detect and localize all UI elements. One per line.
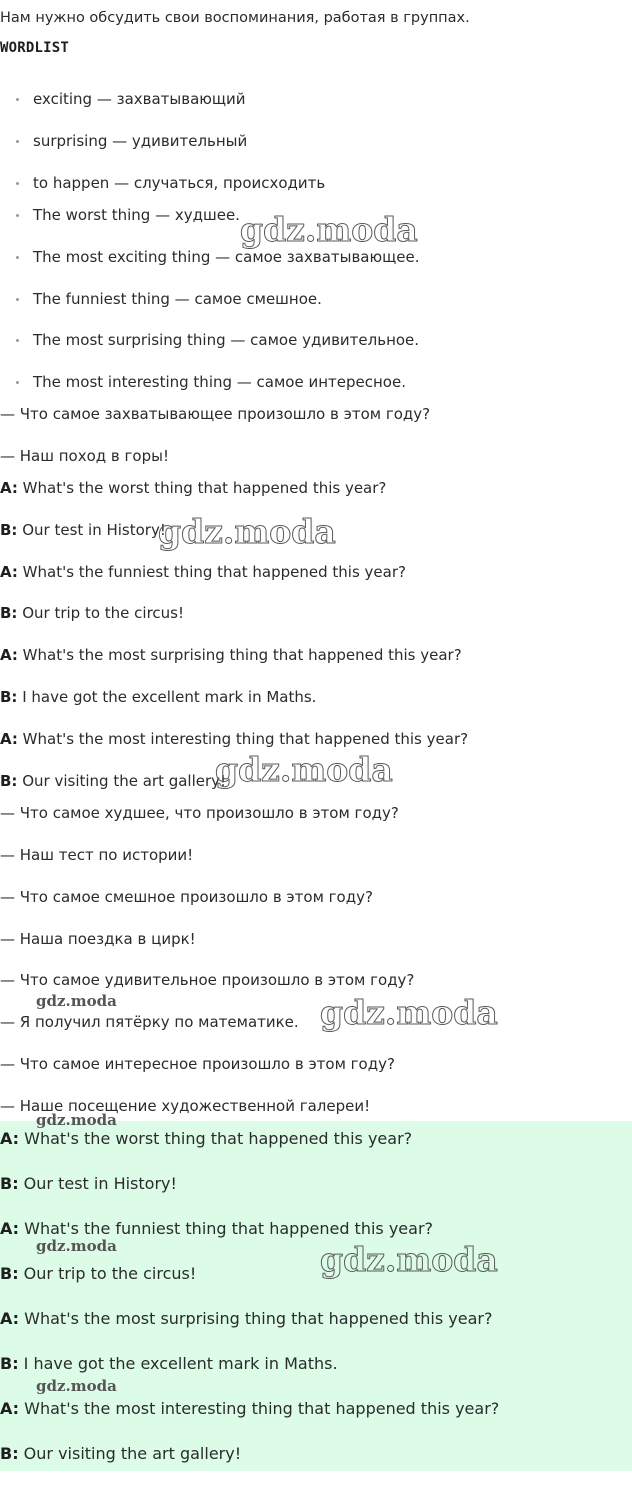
answer-box <box>0 1121 632 1471</box>
speaker-label: B: <box>0 688 18 706</box>
watermark-logo: gdz.moda <box>36 1237 117 1255</box>
translation-line: — Что самое худшее, что произошло в этом году? <box>0 804 399 822</box>
watermark-logo: gdz.moda <box>36 992 117 1010</box>
watermark-logo: gdz.moda <box>240 210 418 249</box>
dialogue-line <box>0 729 468 749</box>
speaker-label: B: <box>0 1444 19 1463</box>
answer-line <box>0 1399 499 1419</box>
dialogue-text: What's the worst thing that happened this year? <box>17 479 387 497</box>
bullet-icon <box>16 339 19 342</box>
watermark-logo: gdz.moda <box>320 993 498 1032</box>
speaker-label: A: <box>0 730 18 748</box>
watermark-logo: gdz.moda <box>36 1111 117 1129</box>
speaker-label: B: <box>0 1354 19 1373</box>
answer-text: Our trip to the circus! <box>18 1264 197 1283</box>
dialogue-text: I have got the excellent mark in Maths. <box>17 688 317 706</box>
answer-text: Our test in History! <box>18 1174 177 1193</box>
answer-text: What's the most surprising thing that happened this year? <box>19 1309 493 1328</box>
speaker-label: B: <box>0 1174 19 1193</box>
answer-line <box>0 1174 177 1194</box>
bullet-icon <box>16 182 19 185</box>
dialogue-line <box>0 603 184 623</box>
translation-line: — Что самое смешное произошло в этом году? <box>0 888 373 906</box>
dialogue-line <box>0 771 226 791</box>
speaker-label: B: <box>0 1264 19 1283</box>
speaker-label: A: <box>0 479 18 497</box>
dialogue-line <box>0 687 316 707</box>
speaker-label: B: <box>0 772 18 790</box>
translation-line: — Наш тест по истории! <box>0 846 194 864</box>
bullet-icon <box>16 98 19 101</box>
speaker-label: A: <box>0 1309 20 1328</box>
answer-line <box>0 1444 241 1464</box>
answer-line <box>0 1309 492 1329</box>
dialogue-text: Our visiting the art gallery! <box>17 772 227 790</box>
watermark-logo: gdz.moda <box>36 1377 117 1395</box>
answer-text: I have got the excellent mark in Maths. <box>18 1354 338 1373</box>
speaker-label: A: <box>0 646 18 664</box>
answer-line <box>0 1264 196 1284</box>
speaker-label: B: <box>0 604 18 622</box>
bullet-icon <box>16 298 19 301</box>
answer-line <box>0 1129 412 1149</box>
answer-text: Our visiting the art gallery! <box>18 1444 242 1463</box>
answer-text: What's the funniest thing that happened this year? <box>19 1219 434 1238</box>
dialogue-text: What's the most surprising thing that happened this year? <box>17 646 462 664</box>
translation-line: — Что самое удивительное произошло в этом году? <box>0 971 415 989</box>
translation-line: — Что самое интересное произошло в этом году? <box>0 1055 395 1073</box>
intro-text: Нам нужно обсудить свои воспоминания, работая в группах. <box>0 10 470 26</box>
bullet-icon <box>16 381 19 384</box>
speaker-label: A: <box>0 1219 20 1238</box>
answer-line <box>0 1354 338 1374</box>
example-answer: — Наш поход в горы! <box>0 447 169 465</box>
translation-line: — Наше посещение художественной галереи! <box>0 1097 371 1115</box>
dialogue-text: What's the most interesting thing that happened this year? <box>17 730 469 748</box>
dialogue-line <box>0 562 406 582</box>
dialogue-text: Our test in History! <box>17 521 166 539</box>
bullet-icon <box>16 140 19 143</box>
bullet-icon <box>16 256 19 259</box>
speaker-label: A: <box>0 563 18 581</box>
example-question: — Что самое захватывающее произошло в этом году? <box>0 405 431 423</box>
dialogue-line <box>0 478 386 498</box>
answer-text: What's the most interesting thing that happened this year? <box>19 1399 500 1418</box>
speaker-label: A: <box>0 1399 20 1418</box>
translation-line: — Я получил пятёрку по математике. <box>0 1013 299 1031</box>
watermark-logo: gdz.moda <box>158 512 336 551</box>
translation-line: — Наша поездка в цирк! <box>0 930 196 948</box>
watermark-logo: gdz.moda <box>215 750 393 789</box>
dialogue-text: What's the funniest thing that happened this year? <box>17 563 406 581</box>
dialogue-line <box>0 520 166 540</box>
speaker-label: A: <box>0 1129 20 1148</box>
wordlist-heading: WORDLIST <box>0 40 70 56</box>
bullet-icon <box>16 214 19 217</box>
speaker-label: B: <box>0 521 18 539</box>
answer-line <box>0 1219 433 1239</box>
dialogue-text: Our trip to the circus! <box>17 604 185 622</box>
answer-text: What's the worst thing that happened this year? <box>19 1129 413 1148</box>
dialogue-line <box>0 645 462 665</box>
